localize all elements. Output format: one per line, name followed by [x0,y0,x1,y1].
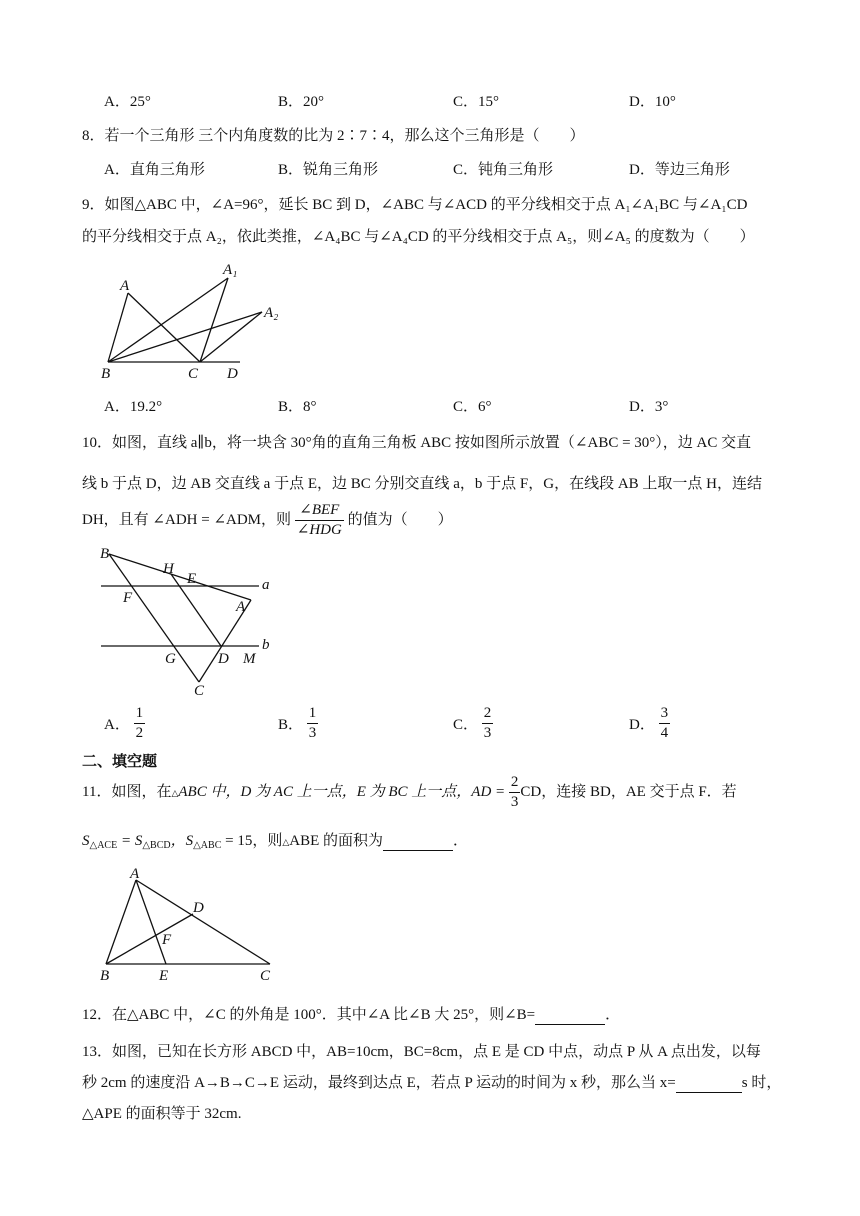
q10-option-d-letter: D． [629,717,655,733]
q11-line1-end: CD，连接 BD，AE 交于点 F．若 [520,783,737,800]
q10-frac-den: ∠HDG [296,522,342,538]
q10-option-b [278,706,318,741]
q10-label-line-b: b [262,637,270,653]
q11-label-c: C [260,968,271,984]
q11-label-f: F [162,932,172,948]
q10-option-d-frac [659,706,671,741]
q10-label-b: B [100,546,110,562]
triangle-symbol-icon: △ [171,787,179,798]
q10-line3 [82,503,453,538]
q9-label-d: D [227,366,238,382]
q10-option-c-letter: C． [453,717,479,733]
q13-line2-start: 秒 2cm 的速度沿 A→B→C→E 运动，最终到达点 E，若点 P 运动的时间为 x 秒，那么当 x= [82,1075,676,1091]
q8-option-a: A．直角三角形 [104,162,205,178]
q8-option-c: C．钝角三角形 [453,162,554,178]
q11-label-d: D [193,900,204,916]
q10-label-f: F [123,590,133,606]
q11-answer-blank[interactable] [383,833,453,851]
q10-figure [92,542,292,702]
q9-label-b: B [101,366,111,382]
q10-option-c-num: 2 [482,706,494,724]
q10-fraction [295,503,344,538]
q9-label-a2: A₂ [264,305,279,321]
q9-option-b: B．8° [278,399,317,415]
q10-option-b-frac [307,706,319,741]
q11-s1: S [82,833,90,849]
q10-label-h: H [163,561,174,577]
q10-option-a-letter: A． [104,717,130,733]
q10-line3-start: DH，且有 ∠ADH = ∠ADM，则 [82,511,292,528]
q11-line1-start: 11．如图，在 [82,783,172,800]
q10-label-c: C [194,683,205,699]
q10-frac-num: ∠BEF [295,503,344,521]
q9-label-c: C [188,366,199,382]
q11-line2 [82,829,468,851]
q10-label-g: G [165,651,176,667]
section-heading: 二、填空题 [82,752,158,770]
q7-option-c: C．15° [453,94,500,110]
q10-option-a-num: 1 [134,706,146,724]
q11-line1 [82,775,737,810]
q11-label-b: B [100,968,110,984]
q12-text: 12．在△ABC 中，∠C 的外角是 100°．其中∠A 比∠B 大 25°，则∠B= [82,1007,536,1023]
q10-option-a [104,706,145,741]
q10-label-line-a: a [262,577,270,593]
q10-option-c-den: 3 [483,725,492,741]
q13-line2-end: s 时， [741,1075,782,1091]
q11-label-a: A [130,866,140,882]
q12-end: ． [605,1007,621,1023]
q13-line1: 13．如图，已知在长方形 ABCD 中，AB=10cm，BC=8cm，点 E 是 CD 中点，动点 P 从 A 点出发，以每 [82,1044,761,1060]
q11-label-e: E [159,968,169,984]
q9-figure [96,255,296,385]
q11-figure [96,862,286,986]
q11-sub3: △ABC [193,840,222,851]
q8-stem: 8．若一个三角形 三个内角度数的比为 2∶7∶4，那么这个三角形是（ ） [82,128,585,144]
q9-option-c: C．6° [453,399,492,415]
q12-answer-blank[interactable] [535,1007,605,1025]
q11-frac-den: 3 [510,794,519,810]
q7-option-b: B．20° [278,94,325,110]
q12-line [82,1003,620,1025]
q10-option-d-num: 3 [659,706,671,724]
q11-frac-num: 2 [509,775,521,793]
q10-option-c [453,706,493,741]
q10-label-d: D [218,651,229,667]
q11-ask: ABE 的面积为 [289,833,384,849]
q11-eq: = 15，则 [221,833,283,849]
q10-line2: 线 b 于点 D，边 AB 交直线 a 于点 E，边 BC 分别交直线 a，b 于点 F，G，在线段 AB 上取一点 H，连结 [82,476,763,492]
q10-option-b-den: 3 [308,725,317,741]
q11-sub1: △ACE [89,840,118,851]
q9-option-d: D．3° [629,399,669,415]
q10-option-d-den: 4 [660,725,669,741]
q7-option-d: D．10° [629,94,676,110]
q9-option-a: A．19.2° [104,399,163,415]
q10-line1: 10．如图，直线 a∥b，将一块含 30°角的直角三角板 ABC 按如图所示放置（∠ABC = 30°），边 AC 交直 [82,435,752,451]
q11-fraction [509,775,521,810]
q11-line1-mid: ABC 中，D 为 AC 上一点，E 为 BC 上一点，AD = [178,783,506,800]
q10-option-b-letter: B． [278,717,304,733]
q11-end: ． [453,833,469,849]
q11-s3: ，S [170,833,194,849]
q9-label-a: A [120,278,130,294]
q13-line3: △APE 的面积等于 32cm. [82,1106,242,1122]
q10-label-m: M [243,651,256,667]
q13-answer-blank[interactable] [676,1075,742,1093]
q8-option-d: D．等边三角形 [629,162,730,178]
q10-option-b-num: 1 [307,706,319,724]
triangle-symbol-icon-2: △ [282,837,290,847]
q10-label-a: A [236,599,246,615]
q13-line2 [82,1071,781,1093]
q9-stem-line1: 9．如图△ABC 中，∠A=96°，延长 BC 到 D，∠ABC 与∠ACD 的平分线相交于点 A₁∠A₁BC 与∠A₁CD [82,197,748,213]
q11-s2: = S [117,833,143,849]
q10-option-c-frac [482,706,494,741]
q10-option-d [629,706,670,741]
q8-option-b: B．锐角三角形 [278,162,379,178]
q10-option-a-den: 2 [135,725,144,741]
q7-option-a: A．25° [104,94,151,110]
q9-label-a1: A₁ [223,262,238,278]
q11-sub2: △BCD [142,840,171,851]
q9-stem-line2: 的平分线相交于点 A₂，依此类推，∠A₄BC 与∠A₄CD 的平分线相交于点 A₅，则∠A₅ 的度数为（ ） [82,229,755,245]
q10-line3-end: 的值为（ ） [347,511,453,528]
q10-label-e: E [187,571,197,587]
q10-option-a-frac [134,706,146,741]
